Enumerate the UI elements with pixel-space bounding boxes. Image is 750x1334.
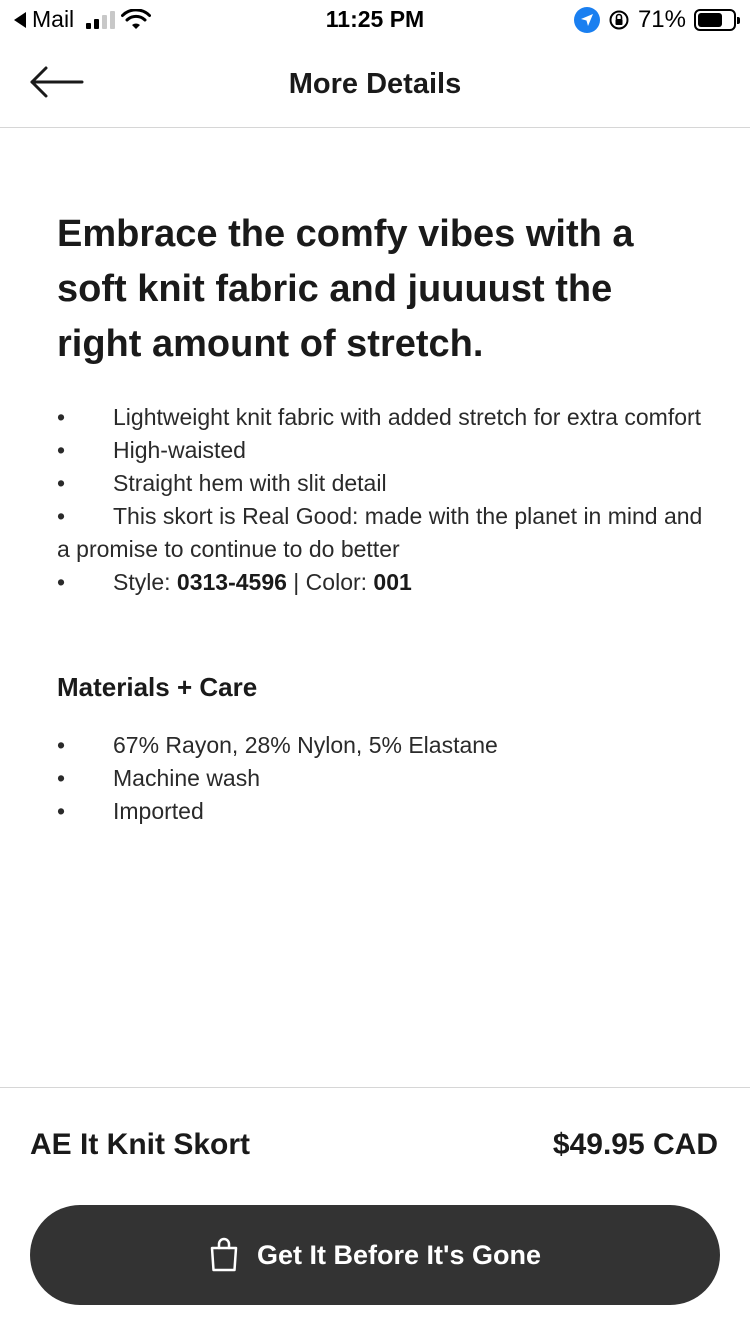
- list-item: • This skort is Real Good: made with the planet in mind and a promise to continue to do better: [57, 503, 703, 562]
- orientation-lock-icon: [608, 9, 630, 31]
- shopping-bag-icon: [209, 1237, 239, 1273]
- nav-bar: [0, 40, 750, 128]
- color-code: 001: [373, 569, 412, 595]
- color-label: | Color:: [286, 569, 374, 595]
- materials-care-heading: Materials + Care: [57, 672, 258, 702]
- product-headline: Embrace the comfy vibes with a soft knit fabric and juuuust the right amount of stretch.: [57, 213, 634, 365]
- page-title: More Details: [288, 68, 462, 100]
- material-text: 67% Rayon, 28% Nylon, 5% Elastane: [113, 732, 498, 758]
- details-content[interactable]: [0, 129, 750, 1087]
- battery-icon: [694, 9, 736, 31]
- status-right: [574, 6, 736, 34]
- purchase-bar: [0, 1087, 750, 1334]
- care-text: Machine wash: [113, 765, 261, 791]
- style-number: 0313-4596: [176, 569, 287, 595]
- feature-text: Lightweight knit fabric with added stretch for extra comfort: [113, 404, 702, 430]
- back-to-app-label[interactable]: Mail: [32, 6, 75, 32]
- materials-care-list: [57, 729, 717, 828]
- add-to-bag-button[interactable]: [30, 1205, 720, 1305]
- location-services-icon: [574, 7, 600, 33]
- product-name: AE It Knit Skort: [30, 1128, 251, 1161]
- product-price: $49.95 CAD: [552, 1128, 718, 1161]
- origin-text: Imported: [113, 798, 204, 824]
- status-bar: [0, 0, 750, 40]
- list-item: • Straight hem with slit detail: [57, 470, 387, 496]
- style-label: Style:: [113, 569, 177, 595]
- feature-text: Straight hem with slit detail: [113, 470, 387, 496]
- feature-text: This skort is Real Good: made with the planet in mind and a promise to continue to do better: [57, 503, 703, 562]
- list-item: • Imported: [57, 798, 204, 824]
- feature-list: [57, 401, 717, 599]
- list-item: • Lightweight knit fabric with added stretch for extra comfort: [57, 404, 702, 430]
- feature-text: High-waisted: [113, 437, 246, 463]
- list-item: • Machine wash: [57, 765, 261, 791]
- add-to-bag-label: Get It Before It's Gone: [257, 1239, 541, 1270]
- clock: 11:25 PM: [325, 6, 425, 32]
- style-color-item: • Style: 0313-4596 | Color: 001: [57, 569, 412, 595]
- list-item: • 67% Rayon, 28% Nylon, 5% Elastane: [57, 732, 498, 758]
- battery-percent: 71%: [637, 6, 686, 33]
- battery-fill: [698, 13, 722, 27]
- list-item: • High-waisted: [57, 437, 246, 463]
